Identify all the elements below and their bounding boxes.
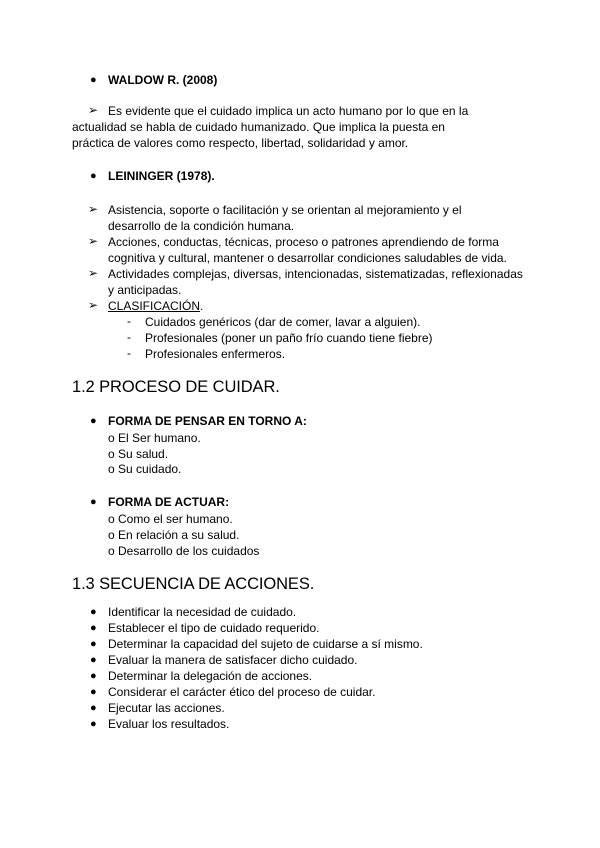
bullet-icon: ●	[90, 718, 97, 730]
arrow-bullet-icon: ➢	[88, 103, 99, 117]
clasificacion-sub-item: Profesionales enfermeros.	[145, 347, 286, 361]
leininger-item-line: Asistencia, soporte o facilitación y se orientan al mejoramiento y el	[108, 203, 462, 217]
waldow-line: práctica de valores como respecto, libertad, solidaridad y amor.	[72, 136, 409, 150]
arrow-bullet-icon: ➢	[88, 202, 99, 216]
dash-bullet: -	[127, 314, 131, 328]
leininger-item-line: y anticipadas.	[108, 283, 182, 297]
secuencia-item: Determinar la delegación de acciones.	[108, 669, 313, 683]
section-title-proceso: 1.2 PROCESO DE CUIDAR.	[72, 378, 280, 396]
arrow-bullet-icon: ➢	[88, 298, 99, 312]
waldow-line: Es evidente que el cuidado implica un acto humano por lo que en la	[108, 104, 469, 118]
leininger-item-line: Actividades complejas, diversas, intencionadas, sistematizadas, reflexionadas	[108, 267, 523, 281]
arrow-bullet-icon: ➢	[88, 266, 99, 280]
waldow-heading: WALDOW R. (2008)	[108, 73, 218, 87]
secuencia-item: Determinar la capacidad del sujeto de cuidarse a sí mismo.	[108, 637, 423, 651]
leininger-item-line: Acciones, conductas, técnicas, proceso o patrones aprendiendo de forma	[108, 235, 499, 249]
dash-bullet: -	[127, 346, 131, 360]
secuencia-item: Considerar el carácter ético del proceso de cuidar.	[108, 685, 376, 699]
bullet-icon: ●	[90, 686, 97, 698]
clasificacion-text: CLASIFICACIÓN	[108, 299, 201, 313]
secuencia-item: Evaluar los resultados.	[108, 717, 230, 731]
arrow-bullet-icon: ➢	[88, 234, 99, 248]
forma-actuar-item: o Como el ser humano.	[108, 512, 233, 526]
waldow-line: actualidad se habla de cuidado humanizado. Que implica la puesta en	[72, 120, 445, 134]
bullet-icon: ●	[90, 702, 97, 714]
secuencia-item: Identificar la necesidad de cuidado.	[108, 605, 297, 619]
bullet-icon: ●	[90, 606, 97, 618]
bullet-icon: ●	[90, 654, 97, 666]
forma-pensar-item: o El Ser humano.	[108, 431, 201, 445]
secuencia-item: Ejecutar las acciones.	[108, 701, 225, 715]
forma-actuar-item: o Desarrollo de los cuidados	[108, 544, 260, 558]
clasificacion-sub-item: Profesionales (poner un paño frío cuando tiene fiebre)	[145, 331, 433, 345]
clasificacion-label	[108, 298, 203, 314]
section-title-secuencia: 1.3 SECUENCIA DE ACCIONES.	[72, 575, 315, 593]
forma-actuar-heading: FORMA DE ACTUAR:	[108, 495, 230, 509]
forma-pensar-heading: FORMA DE PENSAR EN TORNO A:	[108, 414, 307, 428]
forma-actuar-item: o En relación a su salud.	[108, 528, 240, 542]
bullet-icon: ●	[90, 670, 97, 682]
forma-pensar-item: o Su cuidado.	[108, 462, 182, 476]
secuencia-item: Establecer el tipo de cuidado requerido.	[108, 621, 320, 635]
bullet-icon: ●	[90, 74, 97, 86]
forma-pensar-item: o Su salud.	[108, 447, 169, 461]
bullet-icon: ●	[90, 496, 97, 508]
leininger-heading: LEININGER (1978).	[108, 169, 215, 183]
bullet-icon: ●	[90, 170, 97, 182]
leininger-item-line: cognitiva y cultural, mantener o desarrollar condiciones saludables de vida.	[108, 251, 507, 265]
dash-bullet: -	[127, 330, 131, 344]
clasificacion-suffix: .	[200, 299, 204, 313]
bullet-icon: ●	[90, 415, 97, 427]
bullet-icon: ●	[90, 638, 97, 650]
leininger-item-line: desarrollo de la condición humana.	[108, 219, 295, 233]
bullet-icon: ●	[90, 622, 97, 634]
secuencia-item: Evaluar la manera de satisfacer dicho cuidado.	[108, 653, 358, 667]
clasificacion-sub-item: Cuidados genéricos (dar de comer, lavar a alguien).	[145, 315, 421, 329]
